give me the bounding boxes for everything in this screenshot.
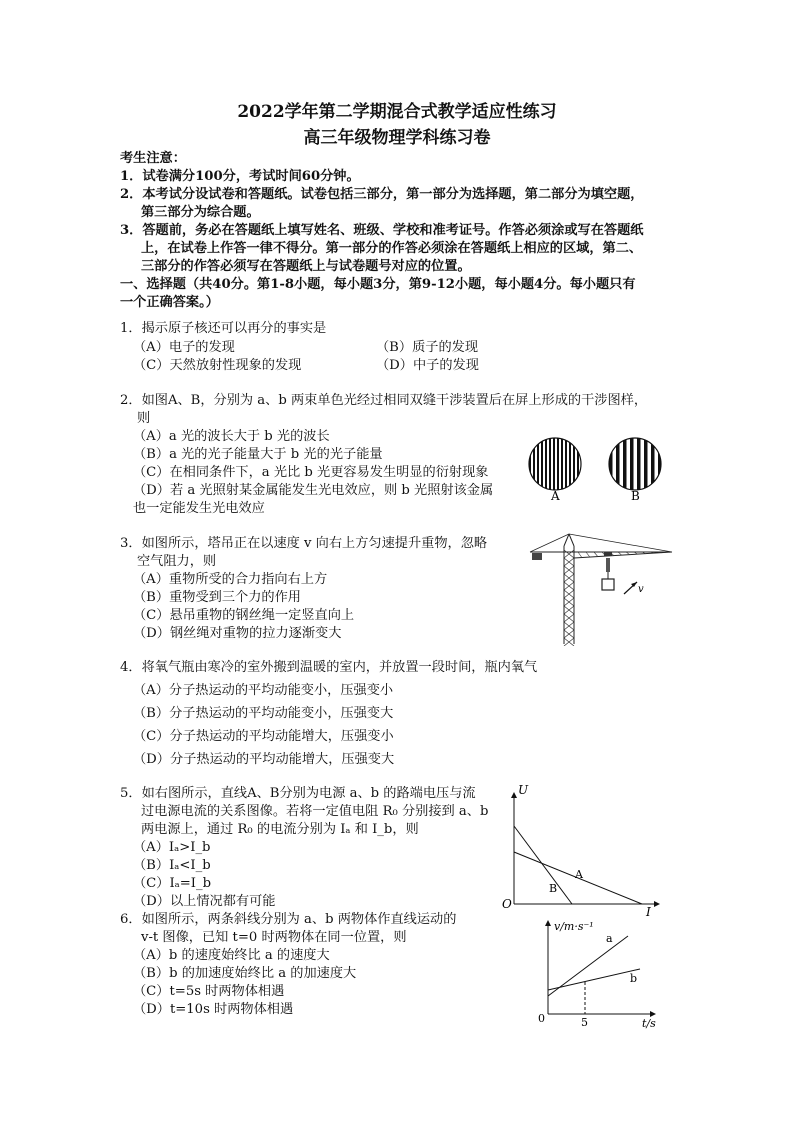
q1-option-b: （B）质子的发现 <box>376 340 479 355</box>
q5-option-c: （C）Iₐ=I_b <box>133 876 212 891</box>
q6-axis-v: v/m·s⁻¹ <box>554 920 594 933</box>
notice-item-1: 1．试卷满分100分，考试时间60分钟。 <box>120 169 360 184</box>
q3-crane-figure <box>520 528 680 646</box>
fringe-stripe <box>573 436 575 492</box>
q2-fig-label-b: B <box>631 489 640 503</box>
q6-vt-graph <box>532 914 664 1032</box>
q3-fig-velocity-label: v <box>638 584 644 595</box>
fringe-stripe <box>644 436 648 492</box>
q2-stem-cont: 则 <box>137 411 151 426</box>
q4-option-a: （A）分子热运动的平均动能变小，压强变小 <box>133 683 394 698</box>
q6-option-d: （D）t=10s 时两物体相遇 <box>133 1002 294 1017</box>
q3-option-a: （A）重物所受的合力指向右上方 <box>133 572 328 587</box>
fringe-stripe <box>549 436 551 492</box>
q4-option-c: （C）分子热运动的平均动能增大，压强变小 <box>133 729 394 744</box>
q4-option-b: （B）分子热运动的平均动能变小，压强变大 <box>133 706 394 721</box>
notice-label: 考生注意： <box>120 151 186 166</box>
q3-option-b: （B）重物受到三个力的作用 <box>133 590 301 605</box>
q6-line-b <box>548 969 640 990</box>
section1-heading: 一、选择题（共40分。第1-8小题，每小题3分，第9-12小题，每小题4分。每小题只有 <box>120 277 636 292</box>
q6-stem-cont: v-t 图像，已知 t=0 时两物体在同一位置，则 <box>141 930 407 945</box>
q2-option-b: （B）a 光的光子能量大于 b 光的光子能量 <box>133 447 383 462</box>
fringe-stripe <box>545 436 547 492</box>
q5-option-a: （A）Iₐ>I_b <box>133 840 211 855</box>
notice-item-3-cont1: 上，在试卷上作答一律不得分。第一部分的作答必须涂在答题纸上相应的区域，第二、 <box>141 241 643 256</box>
q3-option-c: （C）悬吊重物的钢丝绳一定竖直向上 <box>133 608 355 623</box>
fringe-stripe <box>541 436 543 492</box>
exam-subtitle: 高三年级物理学科练习卷 <box>303 128 491 148</box>
q2-option-d-cont: 也一定能发生光电效应 <box>133 501 265 516</box>
q3-stem-cont: 空气阻力，则 <box>137 554 217 569</box>
q5-axis-u: U <box>518 783 529 797</box>
q1-option-a: （A）电子的发现 <box>133 340 235 355</box>
q6-label-b: b <box>630 972 638 985</box>
notice-item-3-cont2: 三部分的作答必须写在答题纸上与试卷题号对应的位置。 <box>141 259 471 274</box>
q6-label-a: a <box>606 932 613 945</box>
q2-option-d: （D）若 a 光照射某金属能发生光电效应，则 b 光照射该金属 <box>133 483 494 498</box>
q5-label-b: B <box>549 882 558 895</box>
q1-option-c: （C）天然放射性现象的发现 <box>133 358 302 373</box>
fringe-stripe <box>565 436 567 492</box>
q6-option-a: （A）b 的速度始终比 a 的速度大 <box>133 948 330 963</box>
notice-item-2-cont: 第三部分为综合题。 <box>141 205 260 220</box>
q2-option-a: （A）a 光的波长大于 b 光的波长 <box>133 429 330 444</box>
q1-option-d: （D）中子的发现 <box>376 358 479 373</box>
q1-stem: 1．揭示原子核还可以再分的事实是 <box>120 321 327 336</box>
fringe-stripe <box>623 436 627 492</box>
q2-interference-figure <box>520 432 670 508</box>
q5-stem-cont1: 过电源电流的关系图像。若将一定值电阻 R₀ 分别接到 a、b <box>141 804 489 819</box>
notice-item-2: 2．本考试分设试卷和答题纸。试卷包括三部分，第一部分为选择题，第二部分为填空题， <box>120 187 644 202</box>
q5-stem-cont2: 两电源上，通过 R₀ 的电流分别为 Iₐ 和 I_b，则 <box>141 822 419 837</box>
fringe-stripe <box>637 436 641 492</box>
q5-line-b <box>514 826 572 904</box>
q4-stem: 4．将氧气瓶由寒冷的室外搬到温暖的室内，并放置一段时间，瓶内氧气 <box>120 660 538 675</box>
fringe-stripe <box>569 436 571 492</box>
q2-stem: 2．如图A、B，分别为 a、b 两束单色光经过相同双缝干涉装置后在屏上形成的干涉图样， <box>120 393 648 408</box>
notice-item-3: 3．答题前，务必在答题纸上填写姓名、班级、学校和准考证号。作答必须涂或写在答题纸 <box>120 223 644 238</box>
q5-ui-graph <box>500 780 665 918</box>
q5-option-d: （D）以上情况都有可能 <box>133 894 276 909</box>
q3-stem: 3．如图所示，塔吊正在以速度 v 向右上方匀速提升重物，忽略 <box>120 536 488 551</box>
q6-tick-5: 5 <box>581 1016 588 1029</box>
q3-option-d: （D）钢丝绳对重物的拉力逐渐变大 <box>133 626 342 641</box>
q5-origin: O <box>502 897 512 911</box>
fringe-stripe <box>630 436 634 492</box>
q6-option-b: （B）b 的加速度始终比 a 的加速度大 <box>133 966 357 981</box>
q2-option-c: （C）在相同条件下，a 光比 b 光更容易发生明显的衍射现象 <box>133 465 489 480</box>
q5-option-b: （B）Iₐ<I_b <box>133 858 211 873</box>
q6-axis-t: t/s <box>642 1017 656 1030</box>
fringe-stripe <box>557 436 559 492</box>
q6-stem: 6．如图所示，两条斜线分别为 a、b 两物体作直线运动的 <box>120 912 457 927</box>
q5-label-a: A <box>575 868 583 881</box>
fringe-stripe <box>533 436 535 492</box>
q5-stem: 5．如右图所示，直线A、B分别为电源 a、b 的路端电压与流 <box>120 786 476 801</box>
fringe-stripe <box>561 436 563 492</box>
q6-option-c: （C）t=5s 时两物体相遇 <box>133 984 285 999</box>
q2-fig-label-a: A <box>551 489 560 503</box>
section1-heading-cont: 一个正确答案。） <box>120 295 219 310</box>
exam-title: 2022学年第二学期混合式教学适应性练习 <box>237 102 557 122</box>
fringe-stripe <box>577 436 579 492</box>
fringe-stripe <box>553 436 555 492</box>
q5-axis-i: I <box>646 905 651 918</box>
q6-origin: 0 <box>538 1012 545 1025</box>
q4-option-d: （D）分子热运动的平均动能增大，压强变大 <box>133 752 395 767</box>
